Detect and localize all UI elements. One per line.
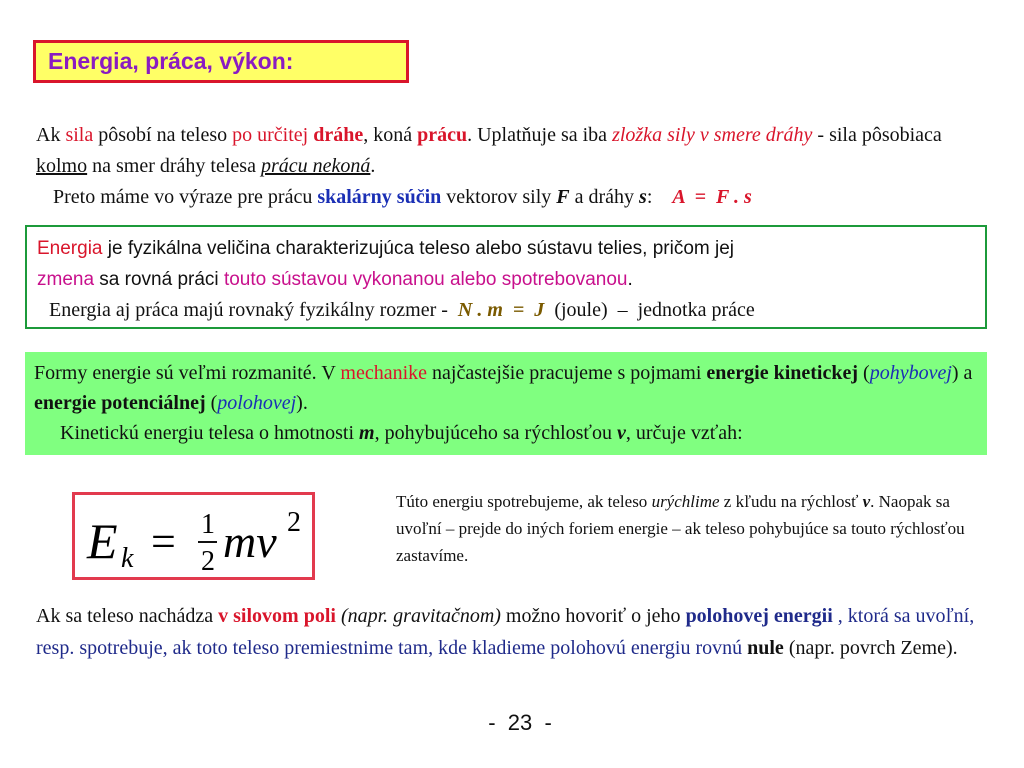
term-energia: Energia (37, 238, 103, 259)
text: je fyzikálna veličina charakterizujúca teleso alebo sústavu telies, pričom jej (102, 238, 735, 259)
term-energie-potencialnej: energie potenciálnej (34, 392, 206, 414)
energy-definition-box (25, 225, 987, 329)
text: , ktorá sa uvoľní, resp. spotrebuje, ak toto teleso premiestnime tam, kde kladieme polohovú energiu rovnú (36, 605, 975, 659)
forms-kinetic-line (34, 418, 978, 448)
term-sila: sila (65, 124, 94, 146)
formula-denominator: 2 (201, 546, 215, 577)
symbol-m: m (359, 422, 375, 444)
term-v-silovom-poli: v silovom poli (218, 605, 336, 627)
term-polohovej-energii: polohovej energii (685, 605, 833, 627)
term-napr-gravitacnom: (napr. gravitačnom) (340, 605, 501, 627)
formula-E: E (87, 513, 118, 569)
text: Ak sa teleso nachádza (36, 605, 219, 627)
slide-title-text: Energia, práca, výkon: (48, 48, 294, 74)
term-vykonanou: touto sústavou vykonanou alebo spotrebovanou (223, 269, 628, 290)
text: , koná (363, 124, 418, 146)
text: . Uplatňuje sa iba (467, 124, 613, 146)
formula-numerator: 1 (201, 509, 215, 540)
text: Ak (36, 124, 66, 146)
text: sa rovná práci (94, 269, 224, 290)
page-number (480, 710, 560, 736)
term-nule: nule (747, 637, 784, 659)
symbol-F: F (556, 186, 570, 208)
formula-mv: mv (223, 516, 277, 567)
term-drahe: dráhe (313, 124, 364, 146)
text: Túto energiu spotrebujeme, ak teleso (396, 492, 652, 511)
energy-line-3 (37, 295, 975, 326)
text: vektorov sily (441, 186, 557, 208)
energy-line-2 (37, 264, 975, 295)
intro-line-work-definition (36, 120, 986, 182)
term-pracu: prácu (417, 124, 468, 146)
term-pracu-nekona: prácu nekoná (260, 155, 371, 177)
term-pohybovej: pohybovej (869, 362, 952, 384)
intro-line-scalar-product (36, 182, 986, 213)
text: . Naopak sa uvoľní – prejde do iných foriem energie – ak teleso pohybujúce sa touto rýchlosťou zastavíme. (396, 492, 965, 565)
text: ). (296, 392, 308, 414)
formula-graphic (75, 495, 312, 577)
term-kolmo: kolmo (36, 155, 88, 177)
unit-formula: N . m = J (457, 299, 545, 321)
intro-paragraph (36, 120, 986, 213)
text: (napr. povrch Zeme). (783, 637, 958, 659)
formula-subscript-k: k (121, 543, 134, 574)
work-formula: A = F . s (672, 186, 752, 208)
text: ( (205, 392, 218, 414)
term-mechanike: mechanike (340, 362, 428, 384)
text: Kinetickú energiu telesa o hmotnosti (60, 422, 360, 444)
term-po-urcitej: po určitej (232, 124, 309, 146)
energy-forms-box (25, 352, 987, 455)
text: ) a (951, 362, 973, 384)
term-skalarny-sucin: skalárny súčin (317, 186, 442, 208)
text: Formy energie sú veľmi rozmanité. V (34, 362, 341, 384)
text: možno hovoriť o jeho (500, 605, 686, 627)
text: Energia aj práca majú rovnaký fyzikálny rozmer - (49, 299, 458, 321)
text: Preto máme vo výraze pre prácu (53, 186, 318, 208)
text: ( (858, 362, 870, 384)
text: . (627, 269, 633, 290)
page-number-text: - 23 - (488, 710, 552, 735)
kinetic-energy-note (396, 488, 996, 569)
term-energie-kinetickej: energie kinetickej (706, 362, 859, 384)
text: - sila pôsobiaca (812, 124, 942, 146)
kinetic-energy-formula (72, 492, 315, 580)
potential-energy-paragraph (36, 600, 996, 664)
term-polohovej: polohovej (217, 392, 297, 414)
text: z kľudu na rýchlosť (719, 492, 863, 511)
formula-equals: = (151, 517, 176, 566)
slide-title (33, 40, 409, 83)
symbol-s: s (639, 186, 647, 208)
text: a dráhy (569, 186, 640, 208)
text: (joule) – jednotka práce (544, 299, 755, 321)
text: na smer dráhy telesa (87, 155, 261, 177)
term-zlozka-sily: zložka sily v smere dráhy (612, 124, 813, 146)
symbol-v: v (862, 492, 871, 511)
symbol-v: v (616, 422, 626, 444)
text: , určuje vzťah: (625, 422, 743, 444)
formula-exponent: 2 (287, 507, 301, 538)
text: : (646, 186, 673, 208)
text: , pohybujúceho sa rýchlosťou (374, 422, 617, 444)
forms-paragraph (34, 358, 978, 418)
term-zmena: zmena (37, 269, 95, 290)
energy-line-1 (37, 233, 975, 264)
text: najčastejšie pracujeme s pojmami (427, 362, 707, 384)
text: pôsobí na teleso (93, 124, 233, 146)
term-urychlime: urýchlime (651, 492, 720, 511)
text: . (370, 155, 376, 177)
